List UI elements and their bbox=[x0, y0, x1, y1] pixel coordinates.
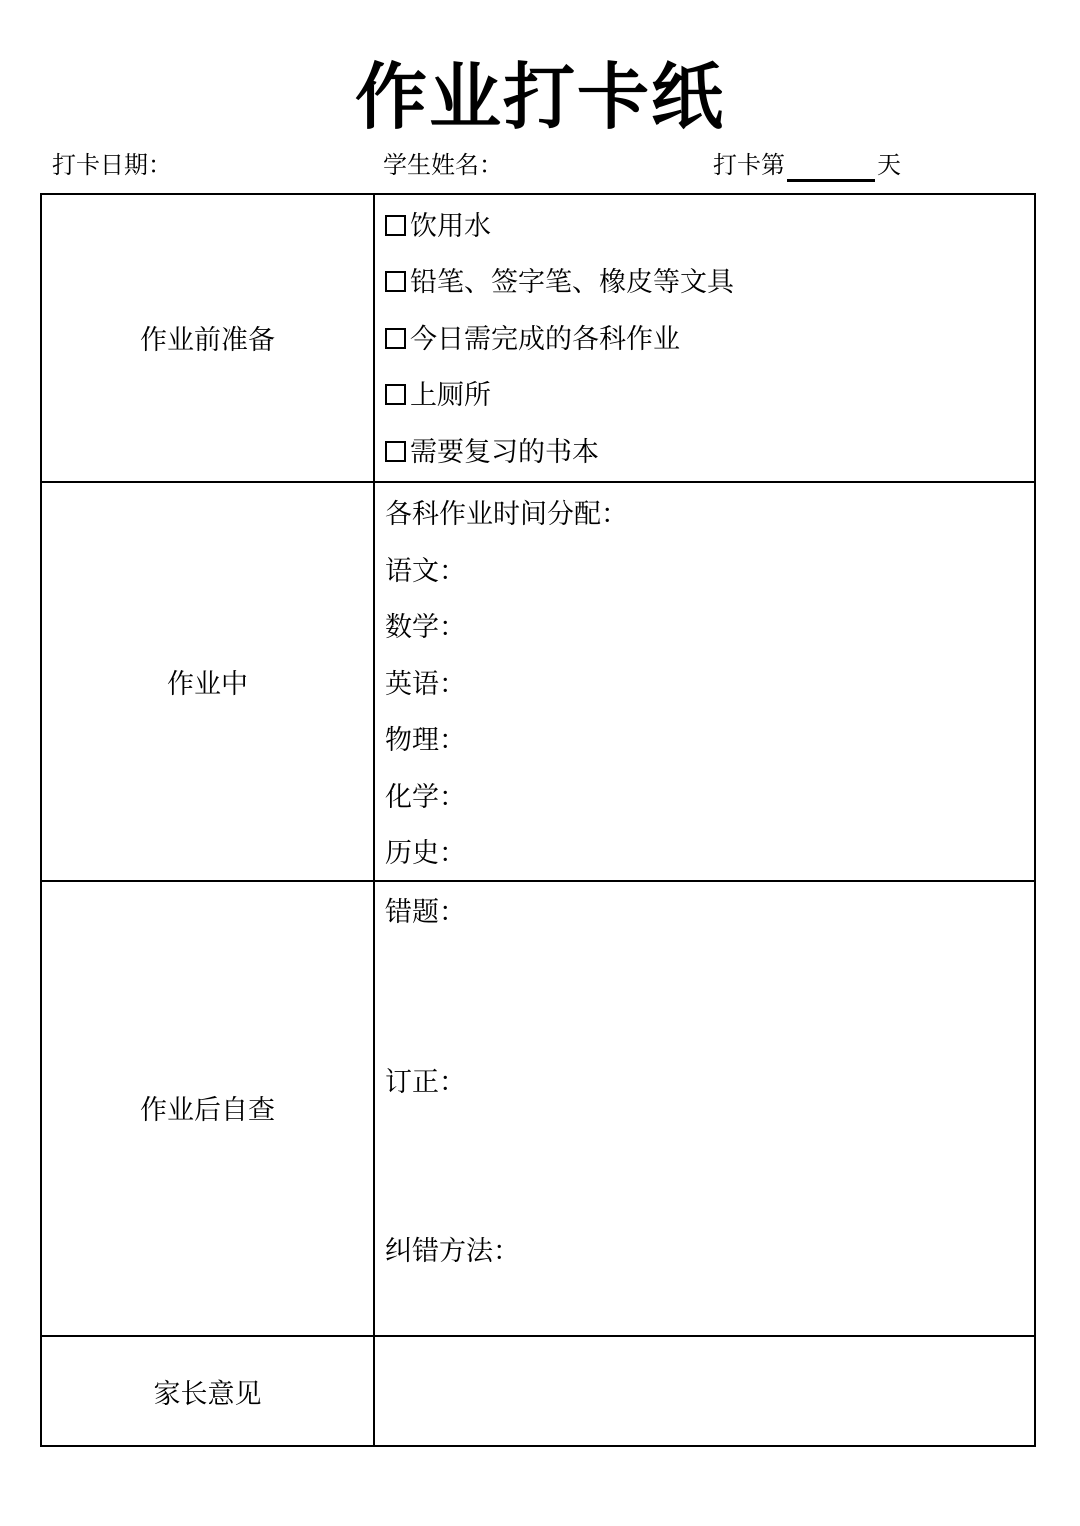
checkbox-icon[interactable] bbox=[385, 215, 406, 236]
checkbox-icon[interactable] bbox=[385, 384, 406, 405]
day-suffix: 天 bbox=[877, 151, 901, 179]
correction-method-field: 纠错方法： bbox=[385, 1236, 520, 1267]
column-divider bbox=[373, 195, 375, 1445]
subject-field-english: 英语： bbox=[385, 669, 466, 700]
day-prefix: 打卡第 bbox=[713, 151, 785, 179]
checkbox-icon[interactable] bbox=[385, 271, 406, 292]
checklist-item: 需要复习的书本 bbox=[385, 433, 599, 473]
section-label-after: 作业后自查 bbox=[140, 1095, 275, 1126]
subject-field-history: 历史： bbox=[385, 838, 466, 869]
page-title: 作业打卡纸 bbox=[354, 54, 725, 139]
subject-field-chemistry: 化学： bbox=[385, 782, 466, 813]
section-label-prep: 作业前准备 bbox=[140, 325, 275, 356]
checklist-item: 铅笔、签字笔、橡皮等文具 bbox=[385, 263, 734, 303]
checkbox-icon[interactable] bbox=[385, 441, 406, 462]
subject-field-math: 数学： bbox=[385, 612, 466, 643]
mistakes-field: 错题： bbox=[385, 897, 466, 928]
row-divider bbox=[42, 481, 1034, 483]
day-blank-line[interactable] bbox=[787, 149, 875, 182]
checkbox-icon[interactable] bbox=[385, 328, 406, 349]
name-label: 学生姓名： bbox=[383, 151, 503, 179]
time-allocation-heading: 各科作业时间分配： bbox=[385, 499, 628, 530]
day-counter bbox=[713, 148, 901, 182]
row-divider bbox=[42, 1335, 1034, 1337]
section-label-parent: 家长意见 bbox=[153, 1379, 262, 1410]
checklist-item: 今日需完成的各科作业 bbox=[385, 320, 680, 360]
subject-field-chinese: 语文： bbox=[385, 556, 466, 587]
section-label-during: 作业中 bbox=[167, 669, 248, 700]
checklist-item: 上厕所 bbox=[385, 376, 491, 416]
date-label: 打卡日期： bbox=[52, 151, 172, 179]
subject-field-physics: 物理： bbox=[385, 725, 466, 756]
row-divider bbox=[42, 880, 1034, 882]
corrections-field: 订正： bbox=[385, 1067, 466, 1098]
checkin-table bbox=[40, 193, 1036, 1447]
checklist-item: 饮用水 bbox=[385, 207, 491, 247]
